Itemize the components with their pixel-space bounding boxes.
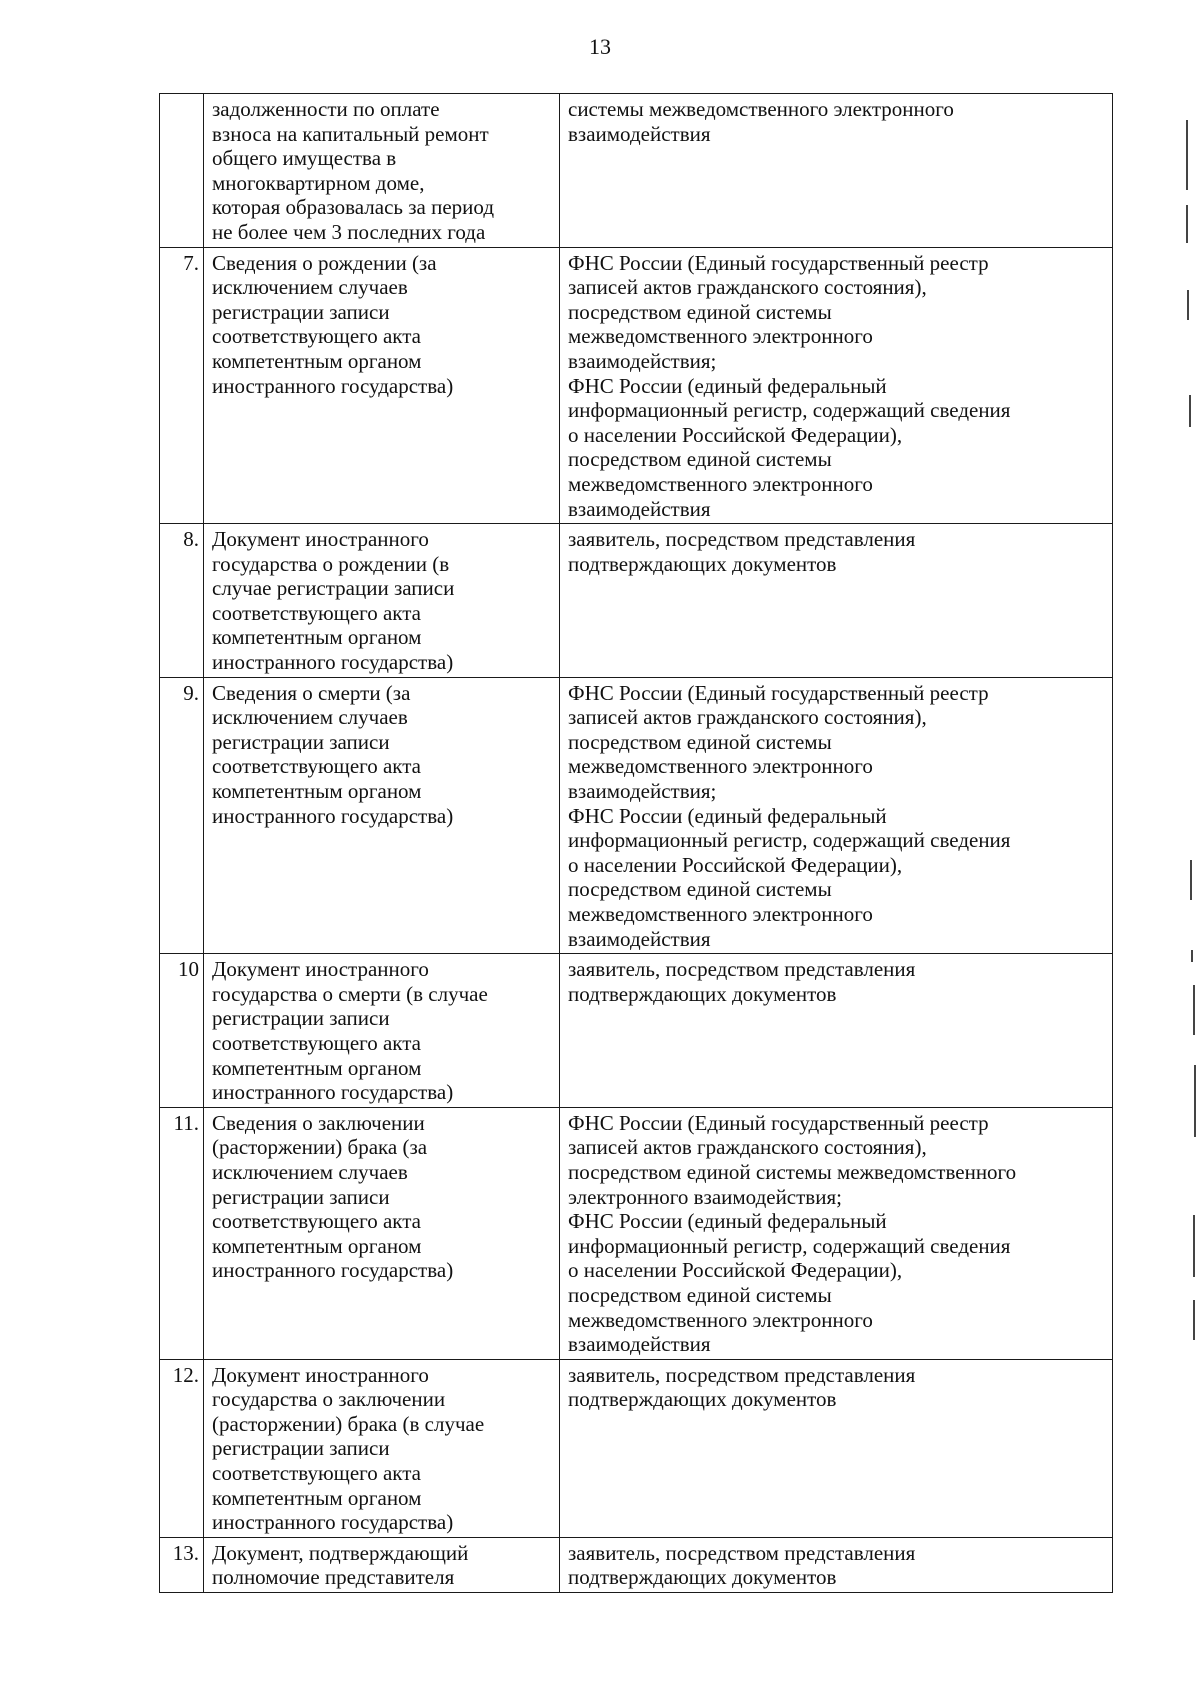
document-cell bbox=[204, 954, 560, 1108]
document-line: иностранного государства) bbox=[212, 1080, 454, 1105]
documents-table bbox=[159, 93, 1113, 1593]
row-number: 12. bbox=[160, 1359, 204, 1537]
scan-artifact bbox=[1187, 290, 1189, 320]
source-line: подтверждающих документов bbox=[568, 551, 837, 576]
document-line: Документ иностранного bbox=[212, 1362, 429, 1387]
document-cell bbox=[204, 524, 560, 678]
source-line: межведомственного электронного bbox=[568, 324, 873, 349]
row-number: 11. bbox=[160, 1107, 204, 1359]
source-line: ФНС России (единый федеральный bbox=[568, 803, 887, 828]
row-number: 7. bbox=[160, 247, 204, 524]
document-line: регистрации записи bbox=[212, 1006, 390, 1031]
source-line: посредством единой системы межведомственного bbox=[568, 1159, 1017, 1184]
table-row bbox=[160, 954, 1113, 1108]
source-line: о населении Российской Федерации), bbox=[568, 422, 903, 447]
document-line: Документ иностранного bbox=[212, 527, 429, 552]
source-cell bbox=[560, 1107, 1113, 1359]
source-line: межведомственного электронного bbox=[568, 471, 873, 496]
source-line: подтверждающих документов bbox=[568, 1387, 837, 1412]
document-line: исключением случаев bbox=[212, 275, 408, 300]
document-line: соответствующего акта bbox=[212, 1461, 421, 1486]
table-row bbox=[160, 677, 1113, 954]
document-line: регистрации записи bbox=[212, 299, 390, 324]
source-cell bbox=[560, 94, 1113, 248]
document-line: иностранного государства) bbox=[212, 650, 454, 675]
scan-artifact bbox=[1186, 205, 1188, 243]
source-line: посредством единой системы bbox=[568, 447, 832, 472]
source-line: записей актов гражданского состояния), bbox=[568, 1135, 927, 1160]
document-line: компетентным органом bbox=[212, 779, 422, 804]
source-cell bbox=[560, 1359, 1113, 1537]
document-line: соответствующего акта bbox=[212, 324, 421, 349]
document-line: компетентным органом bbox=[212, 1485, 422, 1510]
source-line: заявитель, посредством представления bbox=[568, 527, 916, 552]
table-row bbox=[160, 1537, 1113, 1592]
table-row bbox=[160, 247, 1113, 524]
document-cell bbox=[204, 94, 560, 248]
source-line: подтверждающих документов bbox=[568, 1565, 837, 1590]
source-line: о населении Российской Федерации), bbox=[568, 852, 903, 877]
scan-artifact bbox=[1193, 985, 1195, 1035]
source-line: заявитель, посредством представления bbox=[568, 1362, 916, 1387]
document-line: иностранного государства) bbox=[212, 803, 454, 828]
document-line: иностранного государства) bbox=[212, 1510, 454, 1535]
document-line: компетентным органом bbox=[212, 348, 422, 373]
document-line: Документ, подтверждающий bbox=[212, 1540, 469, 1565]
document-line: регистрации записи bbox=[212, 1184, 390, 1209]
page-number: 13 bbox=[589, 34, 611, 59]
source-line: взаимодействия bbox=[568, 496, 711, 521]
document-line: соответствующего акта bbox=[212, 754, 421, 779]
document-line: регистрации записи bbox=[212, 729, 390, 754]
document-line: полномочие представителя bbox=[212, 1565, 455, 1590]
source-line: подтверждающих документов bbox=[568, 981, 837, 1006]
document-line: взноса на капитальный ремонт bbox=[212, 121, 489, 146]
source-line: записей актов гражданского состояния), bbox=[568, 275, 927, 300]
source-line: ФНС России (Единый государственный реестр bbox=[568, 250, 989, 275]
scan-artifact bbox=[1191, 950, 1193, 962]
source-line: взаимодействия bbox=[568, 926, 711, 951]
document-line: общего имущества в bbox=[212, 146, 397, 171]
document-line: (расторжении) брака (в случае bbox=[212, 1411, 485, 1436]
table-row bbox=[160, 1107, 1113, 1359]
source-line: электронного взаимодействия; bbox=[568, 1184, 842, 1209]
source-line: взаимодействия bbox=[568, 1332, 711, 1357]
document-line: компетентным органом bbox=[212, 1233, 422, 1258]
document-cell bbox=[204, 1107, 560, 1359]
source-line: посредством единой системы bbox=[568, 1282, 832, 1307]
document-line: государства о рождении (в bbox=[212, 551, 450, 576]
document-cell bbox=[204, 1537, 560, 1592]
document-line: которая образовалась за период bbox=[212, 195, 495, 220]
source-line: заявитель, посредством представления bbox=[568, 957, 916, 982]
document-line: иностранного государства) bbox=[212, 1258, 454, 1283]
source-line: ФНС России (единый федеральный bbox=[568, 373, 887, 398]
source-line: информационный регистр, содержащий сведения bbox=[568, 1233, 1011, 1258]
row-number: 9. bbox=[160, 677, 204, 954]
document-line: соответствующего акта bbox=[212, 600, 421, 625]
document-line: (расторжении) брака (за bbox=[212, 1135, 428, 1160]
source-line: информационный регистр, содержащий сведения bbox=[568, 828, 1011, 853]
row-number bbox=[160, 94, 204, 248]
source-line: ФНС России (единый федеральный bbox=[568, 1209, 887, 1234]
row-number: 10 bbox=[160, 954, 204, 1108]
document-line: многоквартирном доме, bbox=[212, 170, 425, 195]
source-line: взаимодействия; bbox=[568, 779, 717, 804]
source-line: межведомственного электронного bbox=[568, 754, 873, 779]
source-line: ФНС России (Единый государственный реестр bbox=[568, 1110, 989, 1135]
document-line: государства о заключении bbox=[212, 1387, 446, 1412]
source-line: посредством единой системы bbox=[568, 729, 832, 754]
scan-artifact bbox=[1186, 120, 1188, 190]
source-cell bbox=[560, 247, 1113, 524]
document-line: компетентным органом bbox=[212, 625, 422, 650]
document-line: случае регистрации записи bbox=[212, 576, 455, 601]
scan-artifact bbox=[1193, 1215, 1195, 1277]
document-line: иностранного государства) bbox=[212, 373, 454, 398]
source-line: о населении Российской Федерации), bbox=[568, 1258, 903, 1283]
source-line: межведомственного электронного bbox=[568, 902, 873, 926]
source-line: взаимодействия bbox=[568, 121, 711, 146]
source-line: посредством единой системы bbox=[568, 877, 832, 902]
source-line: информационный регистр, содержащий сведения bbox=[568, 398, 1011, 423]
source-cell bbox=[560, 954, 1113, 1108]
scan-artifact bbox=[1189, 395, 1191, 427]
document-line: исключением случаев bbox=[212, 1159, 408, 1184]
scan-artifact bbox=[1193, 1300, 1195, 1340]
table-body bbox=[160, 94, 1113, 1593]
source-cell bbox=[560, 524, 1113, 678]
document-line: задолженности по оплате bbox=[212, 97, 440, 121]
source-line: межведомственного электронного bbox=[568, 1307, 873, 1332]
row-number: 8. bbox=[160, 524, 204, 678]
document-line: исключением случаев bbox=[212, 705, 408, 730]
document-line: государства о смерти (в случае bbox=[212, 981, 488, 1006]
source-line: взаимодействия; bbox=[568, 348, 717, 373]
scan-artifact bbox=[1190, 860, 1192, 900]
source-line: заявитель, посредством представления bbox=[568, 1540, 916, 1565]
document-line: Документ иностранного bbox=[212, 957, 429, 982]
table-row bbox=[160, 524, 1113, 678]
document-line: Сведения о смерти (за bbox=[212, 680, 411, 705]
document-cell bbox=[204, 1359, 560, 1537]
source-line: системы межведомственного электронного bbox=[568, 97, 954, 121]
scan-artifact bbox=[1194, 1065, 1196, 1137]
document-cell bbox=[204, 247, 560, 524]
document-line: Сведения о заключении bbox=[212, 1110, 425, 1135]
document-line: не более чем 3 последних года bbox=[212, 219, 486, 244]
document-line: компетентным органом bbox=[212, 1055, 422, 1080]
source-line: ФНС России (Единый государственный реестр bbox=[568, 680, 989, 705]
document-line: соответствующего акта bbox=[212, 1030, 421, 1055]
source-cell bbox=[560, 677, 1113, 954]
table-row bbox=[160, 1359, 1113, 1537]
source-line: посредством единой системы bbox=[568, 299, 832, 324]
source-line: записей актов гражданского состояния), bbox=[568, 705, 927, 730]
document-line: регистрации записи bbox=[212, 1436, 390, 1461]
row-number: 13. bbox=[160, 1537, 204, 1592]
document-line: соответствующего акта bbox=[212, 1209, 421, 1234]
document-line: Сведения о рождении (за bbox=[212, 250, 437, 275]
table-row bbox=[160, 94, 1113, 248]
source-cell bbox=[560, 1537, 1113, 1592]
document-cell bbox=[204, 677, 560, 954]
